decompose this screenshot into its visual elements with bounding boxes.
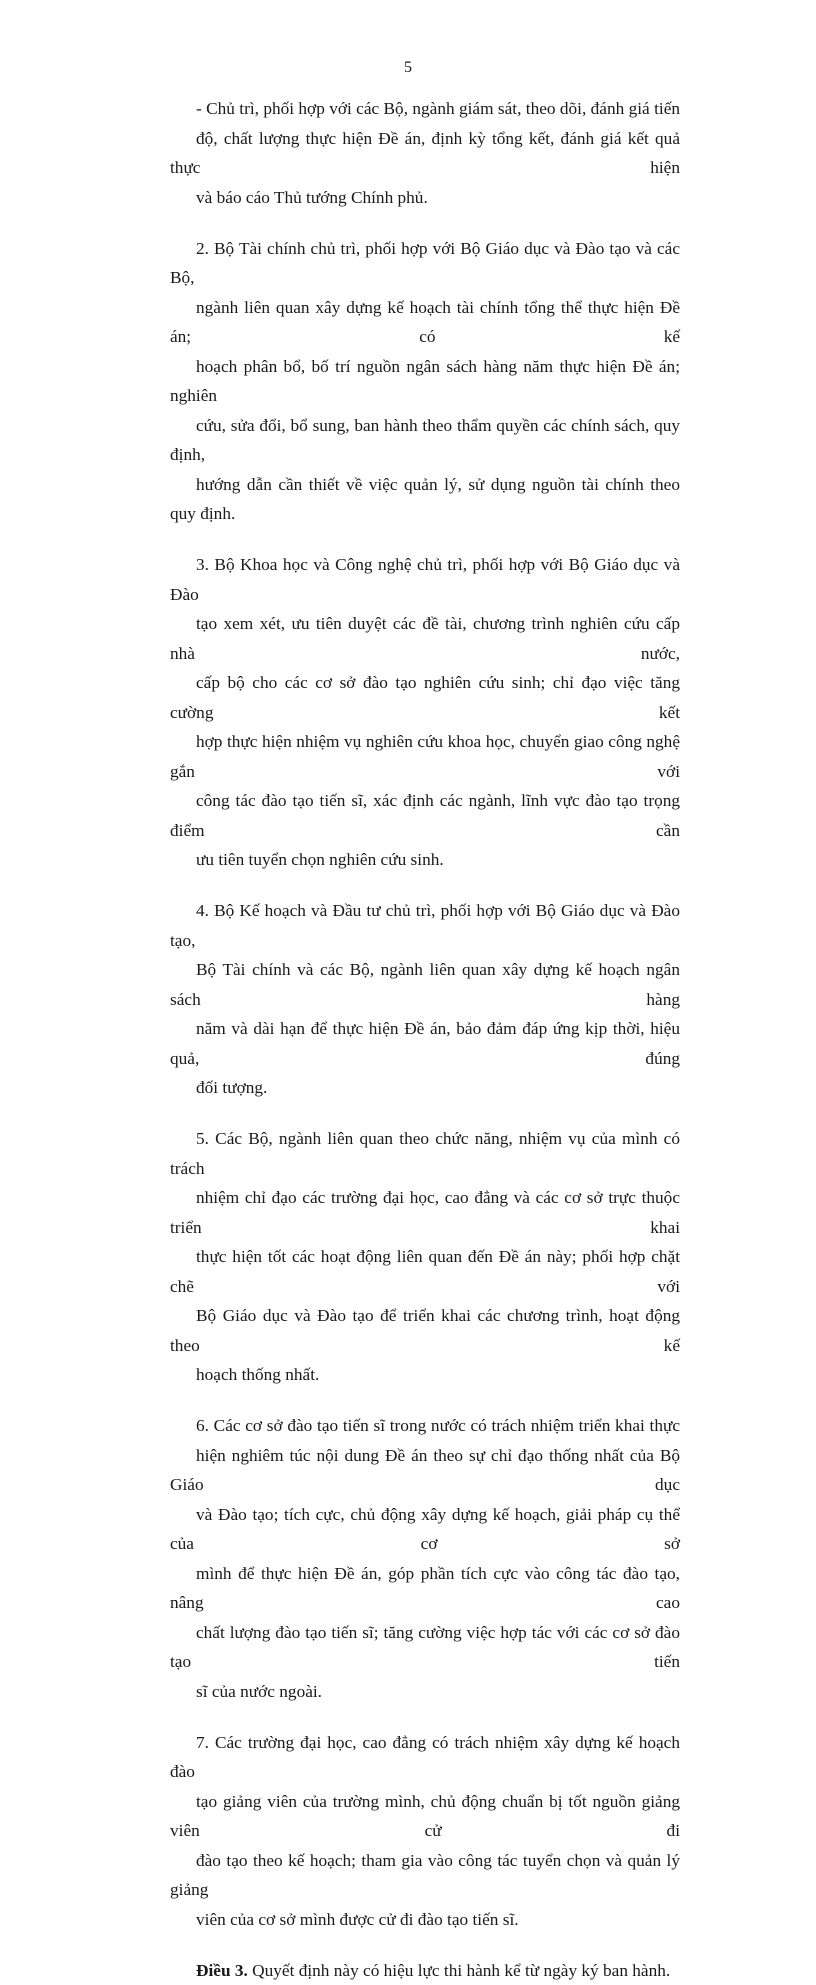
text-line: sĩ của nước ngoài. [170, 1677, 680, 1707]
paragraph-doctoral-institutions [170, 1411, 680, 1706]
text-line: và báo cáo Thủ tướng Chính phủ. [170, 183, 680, 213]
text-line: hiện nghiêm túc nội dung Đề án theo sự chỉ đạo thống nhất của Bộ Giáo dục [170, 1441, 680, 1500]
text-line: độ, chất lượng thực hiện Đề án, định kỳ tổng kết, đánh giá kết quả thực hiện [170, 124, 680, 183]
text-line: ngành liên quan xây dựng kế hoạch tài chính tổng thể thực hiện Đề án; có kế [170, 293, 680, 352]
text-line: hướng dẫn cần thiết về việc quản lý, sử dụng nguồn tài chính theo quy định. [170, 470, 680, 529]
paragraph-ministry-planning [170, 896, 680, 1103]
text-line: 6. Các cơ sở đào tạo tiến sĩ trong nước có trách nhiệm triển khai thực [170, 1411, 680, 1441]
text-line: - Chủ trì, phối hợp với các Bộ, ngành giám sát, theo dõi, đánh giá tiến [170, 94, 680, 124]
paragraph-ministries-related [170, 1124, 680, 1390]
text-line: năm và dài hạn để thực hiện Đề án, bảo đảm đáp ứng kịp thời, hiệu quả, đúng [170, 1014, 680, 1073]
text-line: hoạch thống nhất. [170, 1360, 680, 1390]
text-line: tạo xem xét, ưu tiên duyệt các đề tài, chương trình nghiên cứu cấp nhà nước, [170, 609, 680, 668]
text-line: 5. Các Bộ, ngành liên quan theo chức năng, nhiệm vụ của mình có trách [170, 1124, 680, 1183]
text-line: đào tạo theo kế hoạch; tham gia vào công tác tuyển chọn và quản lý giảng [170, 1846, 680, 1905]
text-line: 4. Bộ Kế hoạch và Đầu tư chủ trì, phối hợp với Bộ Giáo dục và Đào tạo, [170, 896, 680, 955]
text-line: cấp bộ cho các cơ sở đào tạo nghiên cứu sinh; chỉ đạo việc tăng cường kết [170, 668, 680, 727]
text-line: viên của cơ sở mình được cử đi đào tạo tiến sĩ. [170, 1905, 680, 1935]
paragraph-ministry-science [170, 550, 680, 875]
text-line: thực hiện tốt các hoạt động liên quan đến Đề án này; phối hợp chặt chẽ với [170, 1242, 680, 1301]
text-line: hợp thực hiện nhiệm vụ nghiên cứu khoa học, chuyển giao công nghệ gắn với [170, 727, 680, 786]
article-3-heading: Điều 3. [196, 1961, 248, 1980]
text-line: tạo giảng viên của trường mình, chủ động chuẩn bị tốt nguồn giảng viên cử đi [170, 1787, 680, 1846]
document-body [170, 94, 680, 1985]
text-line: Bộ Tài chính và các Bộ, ngành liên quan xây dựng kế hoạch ngân sách hàng [170, 955, 680, 1014]
text-line: 3. Bộ Khoa học và Công nghệ chủ trì, phối hợp với Bộ Giáo dục và Đào [170, 550, 680, 609]
article-3 [170, 1956, 680, 1985]
text-line: Bộ Giáo dục và Đào tạo để triển khai các chương trình, hoạt động theo kế [170, 1301, 680, 1360]
text-line: nhiệm chỉ đạo các trường đại học, cao đẳng và các cơ sở trực thuộc triển khai [170, 1183, 680, 1242]
text-line: cứu, sửa đổi, bổ sung, ban hành theo thẩm quyền các chính sách, quy định, [170, 411, 680, 470]
text-line: ưu tiên tuyển chọn nghiên cứu sinh. [170, 845, 680, 875]
text-line: hoạch phân bổ, bố trí nguồn ngân sách hàng năm thực hiện Đề án; nghiên [170, 352, 680, 411]
text-line: 2. Bộ Tài chính chủ trì, phối hợp với Bộ Giáo dục và Đào tạo và các Bộ, [170, 234, 680, 293]
text-line: mình để thực hiện Đề án, góp phần tích cực vào công tác đào tạo, nâng cao [170, 1559, 680, 1618]
paragraph-ministry-education-duty [170, 94, 680, 212]
paragraph-ministry-finance [170, 234, 680, 529]
article-3-text: Quyết định này có hiệu lực thi hành kể từ ngày ký ban hành. [248, 1961, 670, 1980]
page-number: 5 [0, 58, 816, 78]
paragraph-universities-colleges [170, 1728, 680, 1935]
text-line: và Đào tạo; tích cực, chủ động xây dựng kế hoạch, giải pháp cụ thể của cơ sở [170, 1500, 680, 1559]
text-line: công tác đào tạo tiến sĩ, xác định các ngành, lĩnh vực đào tạo trọng điểm cần [170, 786, 680, 845]
text-line: 7. Các trường đại học, cao đẳng có trách nhiệm xây dựng kế hoạch đào [170, 1728, 680, 1787]
text-line: đối tượng. [170, 1073, 680, 1103]
text-line: chất lượng đào tạo tiến sĩ; tăng cường việc hợp tác với các cơ sở đào tạo tiến [170, 1618, 680, 1677]
